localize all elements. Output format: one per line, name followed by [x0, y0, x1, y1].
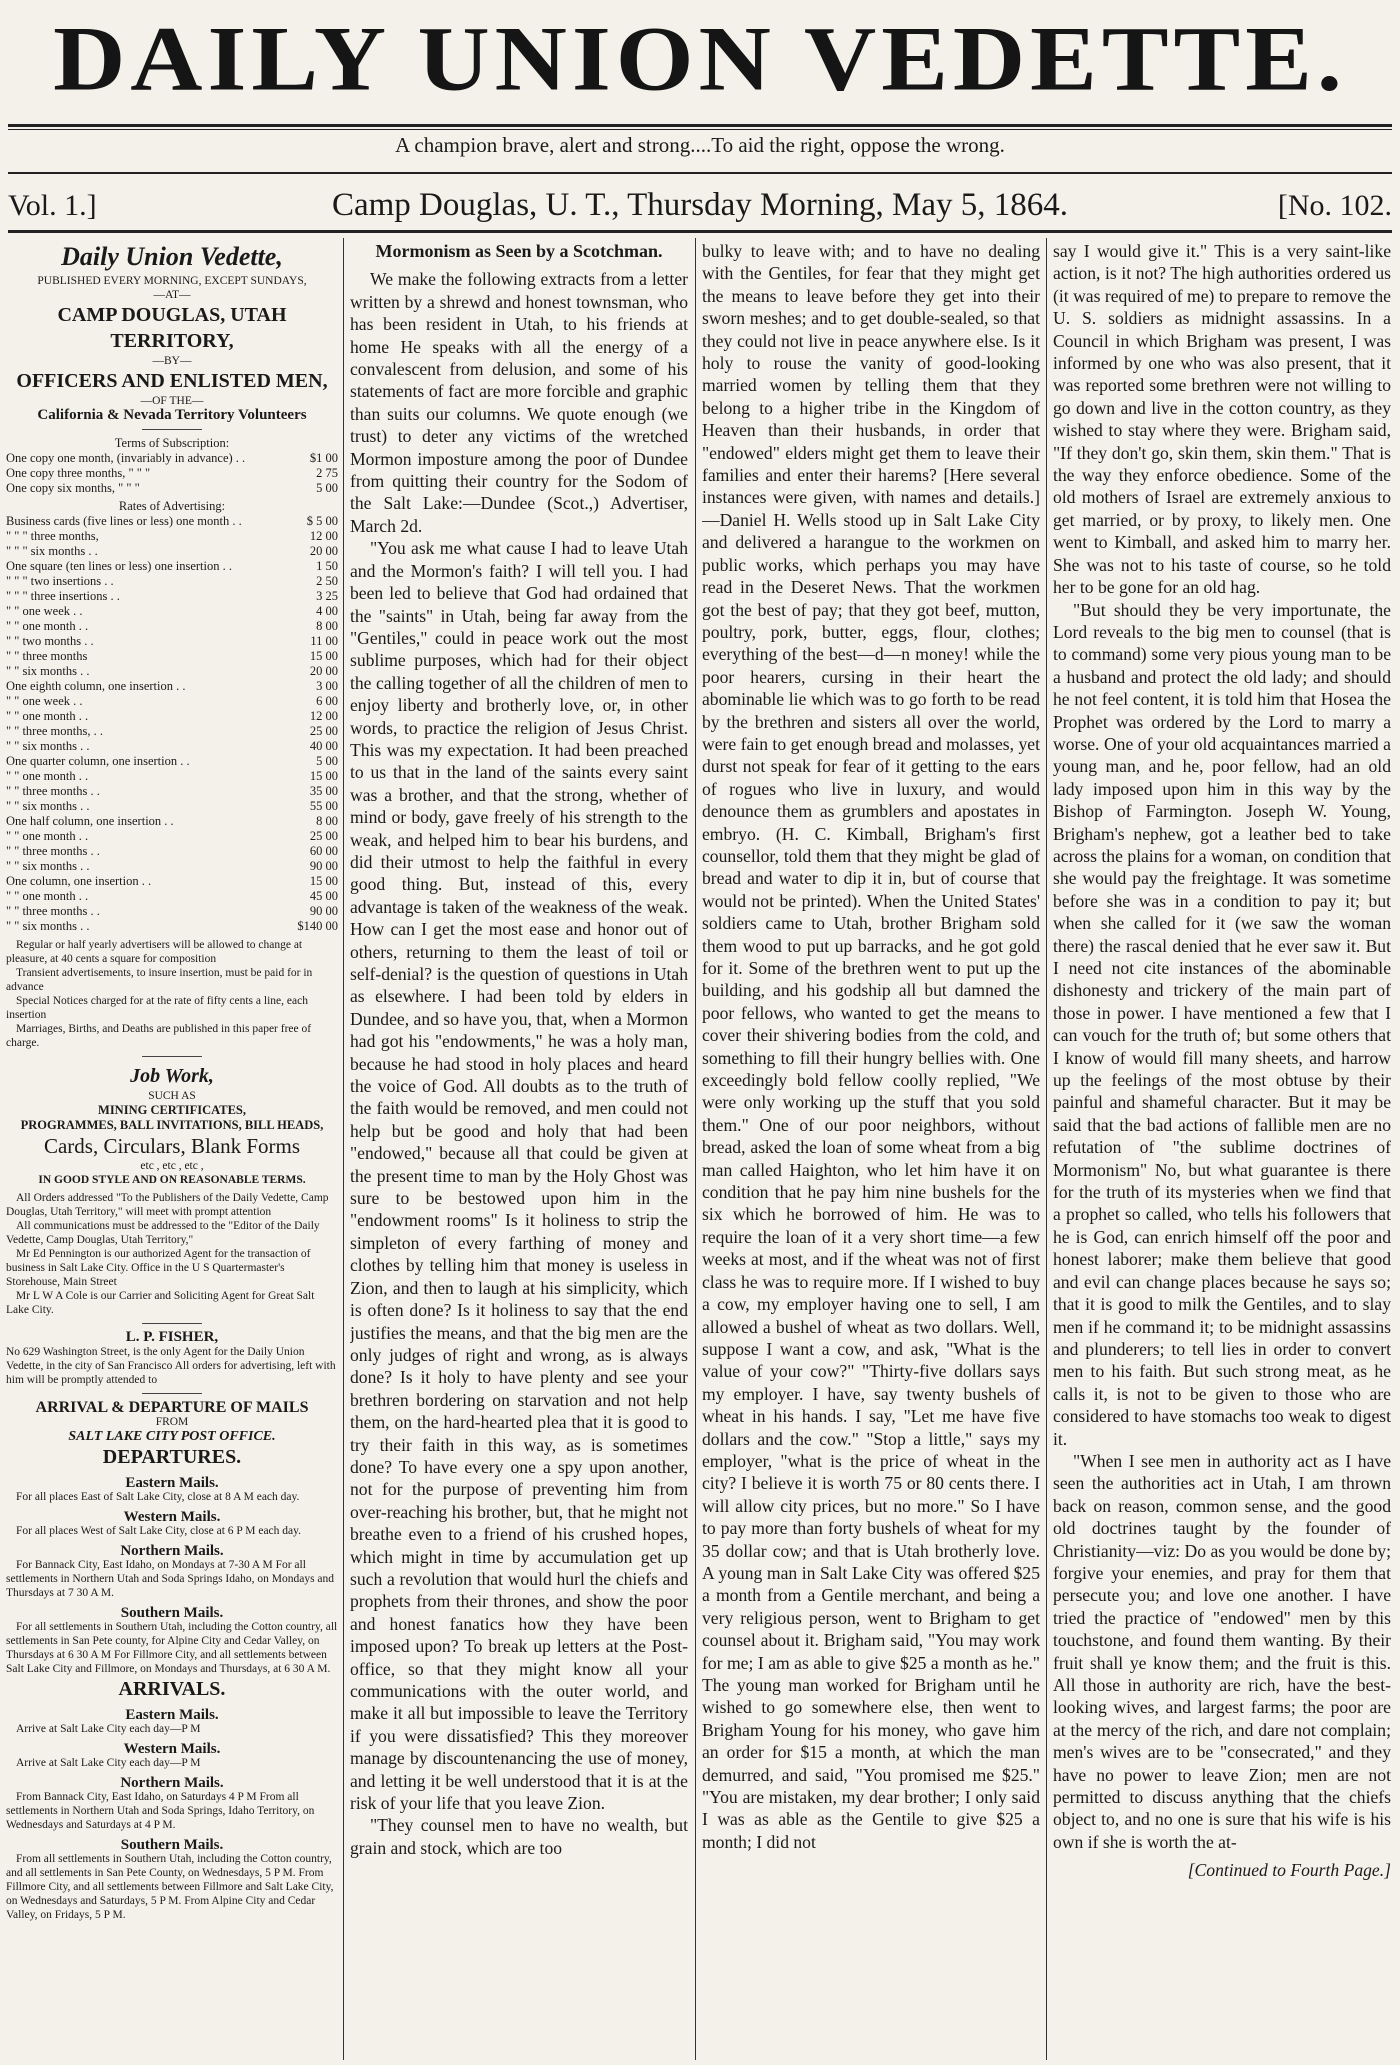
article-paragraph: "They counsel men to have no wealth, but grain and stock, which are too — [350, 1815, 688, 1858]
continued-notice: [Continued to Fourth Page.] — [1187, 1860, 1391, 1881]
rate-label: One square (ten lines or less) one insertion . . — [6, 559, 232, 573]
rate-price: 12 00 — [309, 709, 338, 723]
mail-heading: Northern Mails. — [120, 1543, 224, 1559]
rate-price: 2 75 — [316, 466, 338, 480]
rate-price: 20 00 — [309, 544, 338, 558]
mail-text: Arrive at Salt Lake City each day—P M — [16, 1723, 201, 1735]
advertising-title: Rates of Advertising: — [118, 499, 226, 513]
motto: A champion brave, alert and strong....To aid the right, oppose the wrong. — [395, 133, 1005, 157]
rate-row — [6, 709, 338, 724]
column-rule — [1046, 238, 1047, 2060]
rate-label: " " one month . . — [6, 619, 89, 633]
rate-row — [6, 529, 338, 544]
rate-label: One half column, one insertion . . — [6, 814, 174, 828]
rate-row — [6, 481, 338, 496]
advertising-column — [6, 240, 338, 2058]
order-notice: All Orders addressed "To the Publishers of the Daily Vedette, Camp Douglas, Utah Territory," will meet with prompt attention — [6, 1192, 329, 1218]
rate-price: 25 00 — [309, 724, 338, 738]
arrivals-list — [6, 1708, 338, 1922]
rate-row — [6, 829, 338, 844]
rate-label: One eighth column, one insertion . . — [6, 679, 186, 693]
rate-price: 12 00 — [309, 529, 338, 543]
rate-price: 15 00 — [309, 769, 338, 783]
article-body-3 — [1053, 240, 1391, 1853]
rate-row — [6, 889, 338, 904]
rate-row — [6, 604, 338, 619]
mail-text: For all places West of Salt Lake City, close at 6 P M each day. — [16, 1525, 302, 1537]
rate-row — [6, 874, 338, 889]
rate-row — [6, 769, 338, 784]
rate-row — [6, 544, 338, 559]
rate-label: " " one week . . — [6, 694, 83, 708]
rate-price: 1 50 — [316, 559, 338, 573]
rate-price: 15 00 — [309, 649, 338, 663]
rate-price: 8 00 — [316, 814, 338, 828]
rate-row — [6, 919, 338, 934]
mail-text: For Bannack City, East Idaho, on Mondays at 7-30 A M For all settlements in Northern Utah and Soda Springs Idaho, on Mondays and Thursdays at 7 30 A M. — [6, 1559, 335, 1599]
separator — [142, 1056, 202, 1057]
rate-price: 5 00 — [316, 481, 338, 495]
departures-title: DEPARTURES. — [102, 1446, 242, 1468]
rate-price: 45 00 — [309, 889, 338, 903]
article-body-2 — [702, 240, 1040, 1853]
agent-text: No 629 Washington Street, is the only Agent for the Daily Union Vedette, in the city of San Francisco All orders for advertising, left with him will be promptly attended to — [6, 1346, 336, 1386]
mails-title: ARRIVAL & DEPARTURE OF MAILS — [35, 1399, 309, 1416]
mail-text: For all places East of Salt Lake City, close at 8 A M each day. — [16, 1491, 300, 1503]
rate-price: 25 00 — [309, 829, 338, 843]
rate-row — [6, 559, 338, 574]
style-line: IN GOOD STYLE AND ON REASONABLE TERMS. — [38, 1174, 306, 1186]
article-column-1 — [350, 240, 688, 2058]
rate-row — [6, 904, 338, 919]
post-office: SALT LAKE CITY POST OFFICE. — [68, 1429, 276, 1444]
volume-number: Vol. 1.] — [8, 189, 97, 222]
mails-from: FROM — [155, 1416, 189, 1428]
at-line: —AT— — [153, 289, 191, 301]
rate-label: " " " two insertions . . — [6, 574, 114, 588]
notice-paragraph: Transient advertisements, to insure insertion, must be paid for in advance — [6, 967, 313, 993]
article-column-2 — [702, 240, 1040, 2058]
rate-row — [6, 664, 338, 679]
rate-row — [6, 514, 338, 529]
paper-name-banner: Daily Union Vedette, — [61, 242, 283, 271]
rate-row — [6, 694, 338, 709]
mail-heading: Southern Mails. — [120, 1605, 224, 1621]
rate-label: " " one month . . — [6, 889, 89, 903]
dateline — [8, 185, 1392, 227]
mail-heading: Eastern Mails. — [125, 1707, 219, 1723]
rate-label: One column, one insertion . . — [6, 874, 152, 888]
rate-label: " " three months . . — [6, 784, 100, 798]
rate-label: One copy one month, (invariably in advance) . . — [6, 451, 246, 465]
rate-label: " " six months . . — [6, 859, 90, 873]
article-title: Mormonism as Seen by a Scotchman. — [375, 241, 663, 261]
rate-label: " " three months . . — [6, 844, 100, 858]
masthead-rule-top — [8, 124, 1392, 127]
mail-text: From Bannack City, East Idaho, on Saturdays 4 P M From all settlements in Northern Utah and Soda Springs, Idaho Territory, on Wednesdays and Saturdays at 4 P M. — [6, 1791, 315, 1831]
separator — [142, 429, 202, 430]
notice-paragraph: Regular or half yearly advertisers will be allowed to change at pleasure, at 40 cents a square for composition — [6, 939, 303, 965]
rate-row — [6, 784, 338, 799]
issue-number: [No. 102. — [1277, 189, 1392, 222]
rate-label: " " three months, . . — [6, 724, 103, 738]
rate-price: 2 50 — [316, 574, 338, 588]
rate-price: 20 00 — [309, 664, 338, 678]
job-item-programmes: PROGRAMMES, BALL INVITATIONS, BILL HEADS, — [20, 1118, 324, 1132]
rate-row — [6, 679, 338, 694]
rate-row — [6, 649, 338, 664]
rate-label: One quarter column, one insertion . . — [6, 754, 190, 768]
notes-list — [6, 938, 338, 1050]
rate-row — [6, 724, 338, 739]
rate-label: One copy three months, " " " — [6, 466, 151, 480]
rate-row — [6, 589, 338, 604]
rate-price: $140 00 — [297, 919, 338, 933]
rate-label: " " two months . . — [6, 634, 94, 648]
order-notice: Mr Ed Pennington is our authorized Agent for the transaction of business in Salt Lake City. Office in the U S Quartermaster's Storehouse, Main Street — [6, 1248, 311, 1288]
mail-heading: Southern Mails. — [120, 1837, 224, 1853]
etc-line: etc , etc , etc , — [140, 1160, 204, 1172]
rate-price: 4 00 — [316, 604, 338, 618]
separator — [142, 1393, 202, 1394]
cards-line: Cards, Circulars, Blank Forms — [43, 1134, 301, 1158]
subscription-list — [6, 451, 338, 496]
article-paragraph: We make the following extracts from a letter written by a shrewd and honest townsman, who has been resident in Utah, to his friends at home He speaks with all the energy of a convalescent from delusion, and some of his statements of fact are more forcible and graphic than suits our columns. We quote enough (we trust) to deter any victims of the wretched Mormon imposture among the poor of Dundee from quitting their country for the Sodom of the Salt Lake:—Dundee (Scot.,) Advertiser, March 2d. — [350, 269, 688, 536]
rate-label: " " one month . . — [6, 769, 89, 783]
rate-price: 90 00 — [309, 859, 338, 873]
rate-price: 8 00 — [316, 619, 338, 633]
rate-price: $ 5 00 — [306, 514, 338, 528]
rate-price: 3 25 — [316, 589, 338, 603]
article-paragraph: "You ask me what cause I had to leave Utah and the Mormon's faith? I will tell you. I had been led to believe that God had ordained that the "saints" in Utah, being far away from the "Gentiles," could in peace work out the most sublime purposes, which had for their object the calling together of all the children of men to enjoy liberty and brotherly love, or, in other words, to practice the religion of Jesus Christ. This was my expectation. It had been preached to us that in the land of the saints every saint was a brother, and that the strong, whether of mind or body, gave freely of his strength to the weak, and helped him to bear his burdens, and did their utmost to help the faithful in every good thing. But, instead of this, every advantage is taken of the weakness of the weak. How can I get the most ease and honor out of others, returning to them the least of toil or self-denial? is the question of questions in Utah as elsewhere. I had been told by elders in Dundee, and so have you, that, when a Mormon had got his "endowments," he was a holy man, because he had stood in holy places and heard the voice of God. All doubts as to the truth of the faith would be removed, and men could not help but be good and holy that had been "endowed," because all that could be given at the present time to man by the Holy Ghost was sure to be bestowed upon him in the "endowment rooms" Is it holiness to strip the simpleton of every farthing of money and clothes by telling him that money is useless in Zion, and then to laugh at his simplicity, which is often done? Is it holiness to say that the end justifies the means, and that the big men are the only judges of right and wrong, as is always done? Is it holy to have plenty and see your brethren bordering on starvation and not help them, on the hard-hearted plea that it is good to try their faith in this way, as is sometimes done? To have every one a spy upon another, not for the purpose of preventing him from over-reaching his brother, but, that he might not breathe even to a friend of his crushed hopes, which might in time by accumulation get up such a revolution that would hurl the chiefs and prophets from their thrones, and show the poor and honest fanatics how they have been imposed upon? To break up letters at the Post-office, so that they might know all your communications with the outer world, and make it all but impossible to leave the Territory if you were dissatisfied? This they moreover manage by discountenancing the use of money, and letting it be well understood that it is at the risk of your life that you leave Zion. — [350, 538, 688, 1814]
masthead — [0, 0, 1400, 125]
column-rule — [343, 238, 344, 2060]
notice-paragraph: Special Notices charged for at the rate of fifty cents a line, each insertion — [6, 995, 308, 1021]
rate-row — [6, 844, 338, 859]
rate-price: 5 00 — [316, 754, 338, 768]
departures-list — [6, 1476, 338, 1676]
rate-price: 3 00 — [316, 679, 338, 693]
rate-label: " " one month . . — [6, 709, 89, 723]
mail-heading: Western Mails. — [123, 1741, 221, 1757]
rate-price: 40 00 — [309, 739, 338, 753]
mail-heading: Western Mails. — [123, 1509, 221, 1525]
rate-price: 15 00 — [309, 874, 338, 888]
rate-row — [6, 754, 338, 769]
article-body-1 — [350, 268, 688, 1859]
camp-place: CAMP DOUGLAS, UTAH TERRITORY, — [57, 304, 287, 352]
notice-paragraph: Marriages, Births, and Deaths are published in this paper free of charge. — [6, 1023, 312, 1049]
rate-price: 60 00 — [309, 844, 338, 858]
job-item-certificates: MINING CERTIFICATES, — [98, 1103, 246, 1117]
rate-row — [6, 619, 338, 634]
rate-label: " " one month . . — [6, 829, 89, 843]
rate-row — [6, 814, 338, 829]
article-paragraph: "When I see men in authority act as I have seen the authorities act in Utah, I am thrown back on reason, common sense, and the good old doctrines taught by the founder of Christianity—viz: Do as you would be done by; forgive your enemies, and pray for them that persecute you; and love one another. I have tried the practice of "endowed" men by this touchstone, and found them wanting. By their fruit shall ye know them; and the fruit is this. All those in authority are rich, have the best-looking wives, and largest farms; the poor are at the mercy of the rich, and dare not complain; men's wives are to be "consecrated," and they have no power to leave Zion; men are not permitted to discuss anything that the chiefs object to, and no one is sure that his wife is his own if she is worth the at- — [1053, 1450, 1391, 1852]
advertising-rates-list — [6, 514, 338, 934]
rate-label: " " six months . . — [6, 799, 90, 813]
rate-row — [6, 466, 338, 481]
rate-label: Business cards (five lines or less) one month . . — [6, 514, 242, 528]
mail-text: For all settlements in Southern Utah, including the Cotton country, all settlements in San Pete county, for Alpine City and Cedar Valley, on Thursdays at 6 30 A M For Fillmore City, and all settlements between Salt Lake City and Fillmore, on Mondays and Thursdays, at 6 30 A M. — [6, 1621, 338, 1675]
rate-price: 55 00 — [309, 799, 338, 813]
rate-label: " " three months . . — [6, 904, 100, 918]
separator — [142, 1323, 202, 1324]
mail-text: Arrive at Salt Lake City each day—P M — [16, 1757, 201, 1769]
motto-rule — [8, 172, 1392, 174]
order-notice: All communications must be addressed to the "Editor of the Daily Vedette, Camp Douglas, Utah Territory," — [6, 1220, 320, 1246]
newspaper-name: DAILY UNION VEDETTE. — [53, 7, 1347, 110]
rate-price: 11 00 — [310, 634, 338, 648]
job-work-title: Job Work, — [130, 1065, 214, 1087]
rate-label: " " " six months . . — [6, 544, 98, 558]
rate-row — [6, 451, 338, 466]
rate-label: " " six months . . — [6, 919, 90, 933]
mail-heading: Northern Mails. — [120, 1775, 224, 1791]
rate-row — [6, 574, 338, 589]
article-paragraph: "But should they be very importunate, the Lord reveals to the big men to counsel (that is to command) some very pious young man to be a husband and protect the old lady; and should he not feel content, it is told him that Hosea the Prophet was ordered by the Lord to marry a worse. One of your old acquaintances married a young man, and he, poor fellow, had an old lady imposed upon him in this way by the Bishop of Farmington. Joseph W. Young, Brigham's nephew, got a leather bed to take across the plains for a woman, on condition that she would pay the freightage. It was sometime before she was in a condition to pay it; but when she called for it (we saw the woman there) the rascal denied that he ever saw it. But I need not cite instances of the abominable dishonesty and trickery of the main part of those in power. I have mentioned a few that I can vouch for the truth of; but some others that I know of would fill many sheets, and harrow up the feelings of the most obtuse by their painful and shameful character. But it may be said that the bad actions of fallible men are no refutation of "the sublime doctrines of Mormonism" No, but what guarantee is there for the truth of its mysteries when we find that a prophet so called, who tells his followers that he is God, can enrich himself off the poor and honest laborer; make them believe that good and evil can change places because he says so; that it is good to milk the Gentiles, and to slay men if he command it; to be midnight assassins and plunderers; to tell lies in order to convert men to his faith. But such strong meat, as he calls it, is not to be given to those who are considered to have stomachs too weak to digest it. — [1053, 599, 1391, 1449]
rate-row — [6, 634, 338, 649]
such-as: SUCH AS — [148, 1090, 196, 1102]
of-the-line: —OF THE— — [140, 395, 204, 407]
published-line: PUBLISHED EVERY MORNING, EXCEPT SUNDAYS, — [37, 275, 307, 287]
rate-price: $1 00 — [309, 451, 338, 465]
by-line: —BY— — [152, 355, 192, 367]
rate-label: " " " three insertions . . — [6, 589, 120, 603]
article-paragraph: bulky to leave with; and to have no dealing with the Gentiles, for fear that they might get the means to leave before they get into their sworn meshes; and to get double-sealed, so that they could not live in peace anywhere else. Is it holy to rouse the vanity of good-looking married women by telling them that they belong to a higher tribe in the Kingdom of Heaven than their husbands, in order that "endowed" elders might get them to leave their families and enter their harems? [Here several instances were given, with names and details.]—Daniel H. Wells stood up in Salt Lake City and delivered a harangue to the workmen on public works, which perhaps you may have read in the Deseret News. That the workmen got the best of pay; that they got beef, mutton, poultry, pork, butter, eggs, flour, clothes; everything of the best—d—n money! while the poor hearers, cursing in their heart the abominable lie which was to go forth to be read by the brethren and sisters all over the world, were fain to get enough bread and molasses, yet durst not speak for fear of it getting to the ears of rogues who live in luxury, and would denounce them as grumblers and apostates in embryo. (H. C. Kimball, Brigham's first counsellor, told them that they might be glad of bread and water to dip it in, but of course that would not be printed). When the United States' soldiers came to Utah, brother Brigham sold them wood to put up barracks, and he got gold for it. Some of the brethren went to put up the building, and his godship all but damned the poor fellows, who wanted to get the means to cover their shivering bodies from the cold, and something to fill their hungry bellies with. One exceedingly bold fellow coolly replied, "We were only working up the stuff that you sold them." One of our poor neighbors, without bread, asked the loan of some wheat from a big man called Haighton, who let him have it on condition that he pay him nine bushels for the six which he borrowed of him. He was to require the loan of it a very short time—a few weeks at most, and if the wheat was not of first class he was to require more. If I wished to buy a cow, my employer having one to sell, I am allowed a bushel of wheat as two dollars. Well, suppose I want a cow, and ask, "What is the value of your cow?" "Thirty-five dollars says my employer. I have, say twenty bushels of wheat in his hands. I say, "Let me have five dollars and the cow." "Stop a little," says my employer, "what is the price of wheat in the city? I believe it is worth 75 or 80 cents there. I will allow city prices, but no more." So I have to pay more than forty bushels of wheat for my 35 dollar cow; and that is Utah brotherly love. A young man in Salt Lake City was offered $25 a month from a Gentile merchant, and being a very religious person, went to Brigham to get counsel about it. Brigham said, "You may work for me; I am as able to give $25 a month as he." The young man worked for Brigham until he wished to go somewhere else, then went to Brigham Young for his money, who gave him an order for $15 a month, at which the man demurred, and said, "You promised me $25." "You are mistaken, my dear brother; I only said I was as able as the Gentile to give $25 a month; I did not — [702, 241, 1040, 1852]
order-notice: Mr L W A Cole is our Carrier and Soliciting Agent for Great Salt Lake City. — [6, 1290, 315, 1316]
rate-label: " " six months . . — [6, 739, 90, 753]
officers-line: OFFICERS AND ENLISTED MEN, — [16, 370, 328, 392]
arrivals-title: ARRIVALS. — [118, 1678, 226, 1700]
agent-name: L. P. FISHER, — [125, 1329, 219, 1345]
rate-row — [6, 739, 338, 754]
rate-label: " " six months . . — [6, 664, 90, 678]
rate-label: " " one week . . — [6, 604, 83, 618]
issue-date: Camp Douglas, U. T., Thursday Morning, May 5, 1864. — [331, 187, 1069, 223]
rate-price: 90 00 — [309, 904, 338, 918]
article-paragraph: say I would give it." This is a very saint-like action, is it not? The high authorities ordered us (it was required of me) to prepare to remove the U. S. soldiers as midnight assassins. In a Council in which Brigham was present, I was informed by one who was also present, that it was reported some brethren were not willing to go down and live in the cotton country, as they wished to stay where they were. Brigham said, "If they don't go, skin them, skin them." That is the way they enforce obedience. Some of the old mothers of Israel are extremely anxious to get married, or by proxy, to likely men. One went to Kimball, and asked him to marry her. She was not to his taste of course, so he told her to be gone for an old hag. — [1053, 241, 1391, 598]
rate-price: 6 00 — [316, 694, 338, 708]
volunteers-line: California & Nevada Territory Volunteers — [37, 407, 307, 423]
rate-price: 35 00 — [309, 784, 338, 798]
rate-row — [6, 799, 338, 814]
rate-row — [6, 859, 338, 874]
rate-label: One copy six months, " " " — [6, 481, 140, 495]
orders-list — [6, 1191, 338, 1317]
dateline-rule — [8, 230, 1392, 233]
column-rule — [695, 238, 696, 2060]
article-column-3 — [1053, 240, 1391, 2058]
mail-heading: Eastern Mails. — [125, 1475, 219, 1491]
subscription-title: Terms of Subscription: — [114, 436, 230, 450]
masthead-rule-thin — [8, 129, 1392, 130]
rate-label: " " " three months, — [6, 529, 99, 543]
mail-text: From all settlements in Southern Utah, including the Cotton country, and all settlements in San Pete County, on Wednesdays, 5 P M. From Fillmore City, and all settlements between Fillmore and Salt Lake City, on Wednesdays and Saturdays, 5 P M. From Alpine City and Cedar Valley, on Fridays, 5 P M. — [6, 1853, 334, 1921]
rate-label: " " three months — [6, 649, 88, 663]
